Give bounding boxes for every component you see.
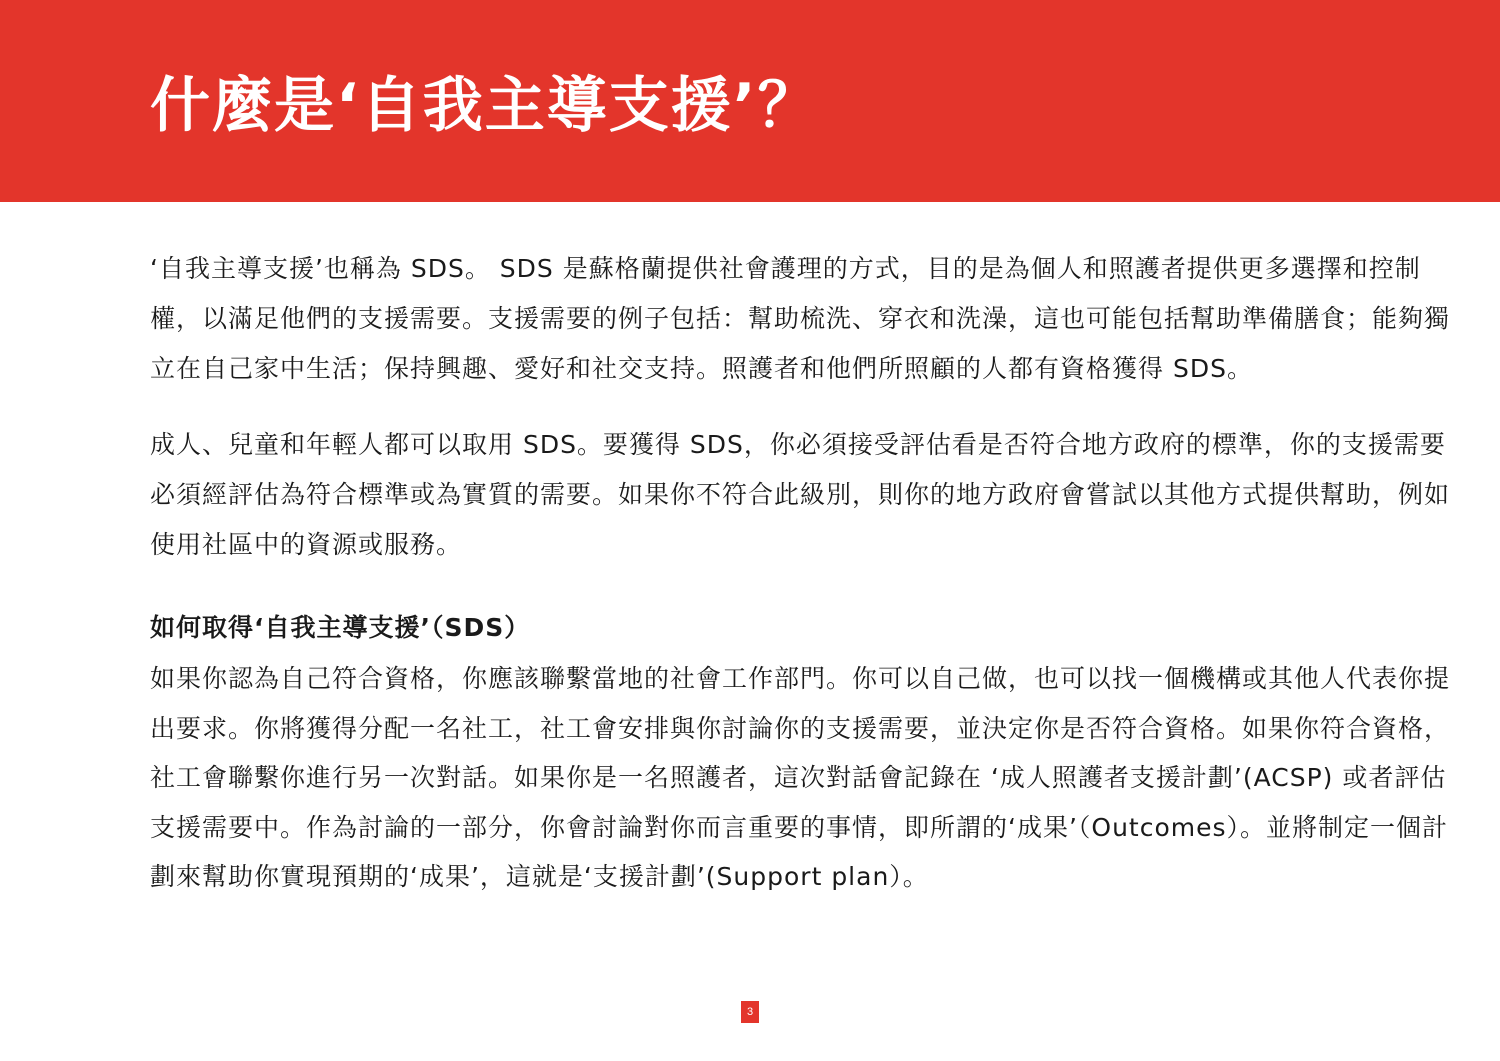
page-title: 什麼是‘自我主導支援’？: [150, 71, 820, 141]
page-content: [150, 244, 1460, 902]
title-banner: [0, 0, 1500, 202]
page-number-badge: 3: [741, 1001, 759, 1023]
intro-paragraph: ‘自我主導支援’也稱為 SDS。 SDS 是蘇格蘭提供社會護理的方式，目的是為個人和照護者提供更多選擇和控制權，以滿足他們的支援需要。支援需要的例子包括：幫助梳洗、穿衣和洗澡，這也可能包括幫助準備膳食；能夠獨立在自己家中生活；保持興趣、愛好和社交支持。照護者和他們所照顧的人都有資格獲得 SDS。: [150, 254, 1451, 383]
section-paragraph: 如果你認為自己符合資格，你應該聯繫當地的社會工作部門。你可以自己做，也可以找一個機構或其他人代表你提出要求。你將獲得分配一名社工，社工會安排與你討論你的支援需要，並決定你是否符合資格。如果你符合資格，社工會聯繫你進行另一次對話。如果你是一名照護者，這次對話會記錄在 ‘成人照護者支援計劃’(ACSP) 或者評估支援需要中。作為討論的一部分，你會討論對你而言重要的事情，即所謂的‘成果’（Outcomes）。並將制定一個計劃來幫助你實現預期的‘成果’，這就是‘支援計劃’(Support plan）。: [150, 664, 1451, 891]
eligibility-paragraph: 成人、兒童和年輕人都可以取用 SDS。要獲得 SDS，你必須接受評估看是否符合地方政府的標準，你的支援需要必須經評估為符合標準或為實質的需要。如果你不符合此級別，則你的地方政府會嘗試以其他方式提供幫助，例如使用社區中的資源或服務。: [150, 430, 1451, 559]
section-heading: 如何取得‘自我主導支援’（SDS）: [150, 613, 531, 642]
